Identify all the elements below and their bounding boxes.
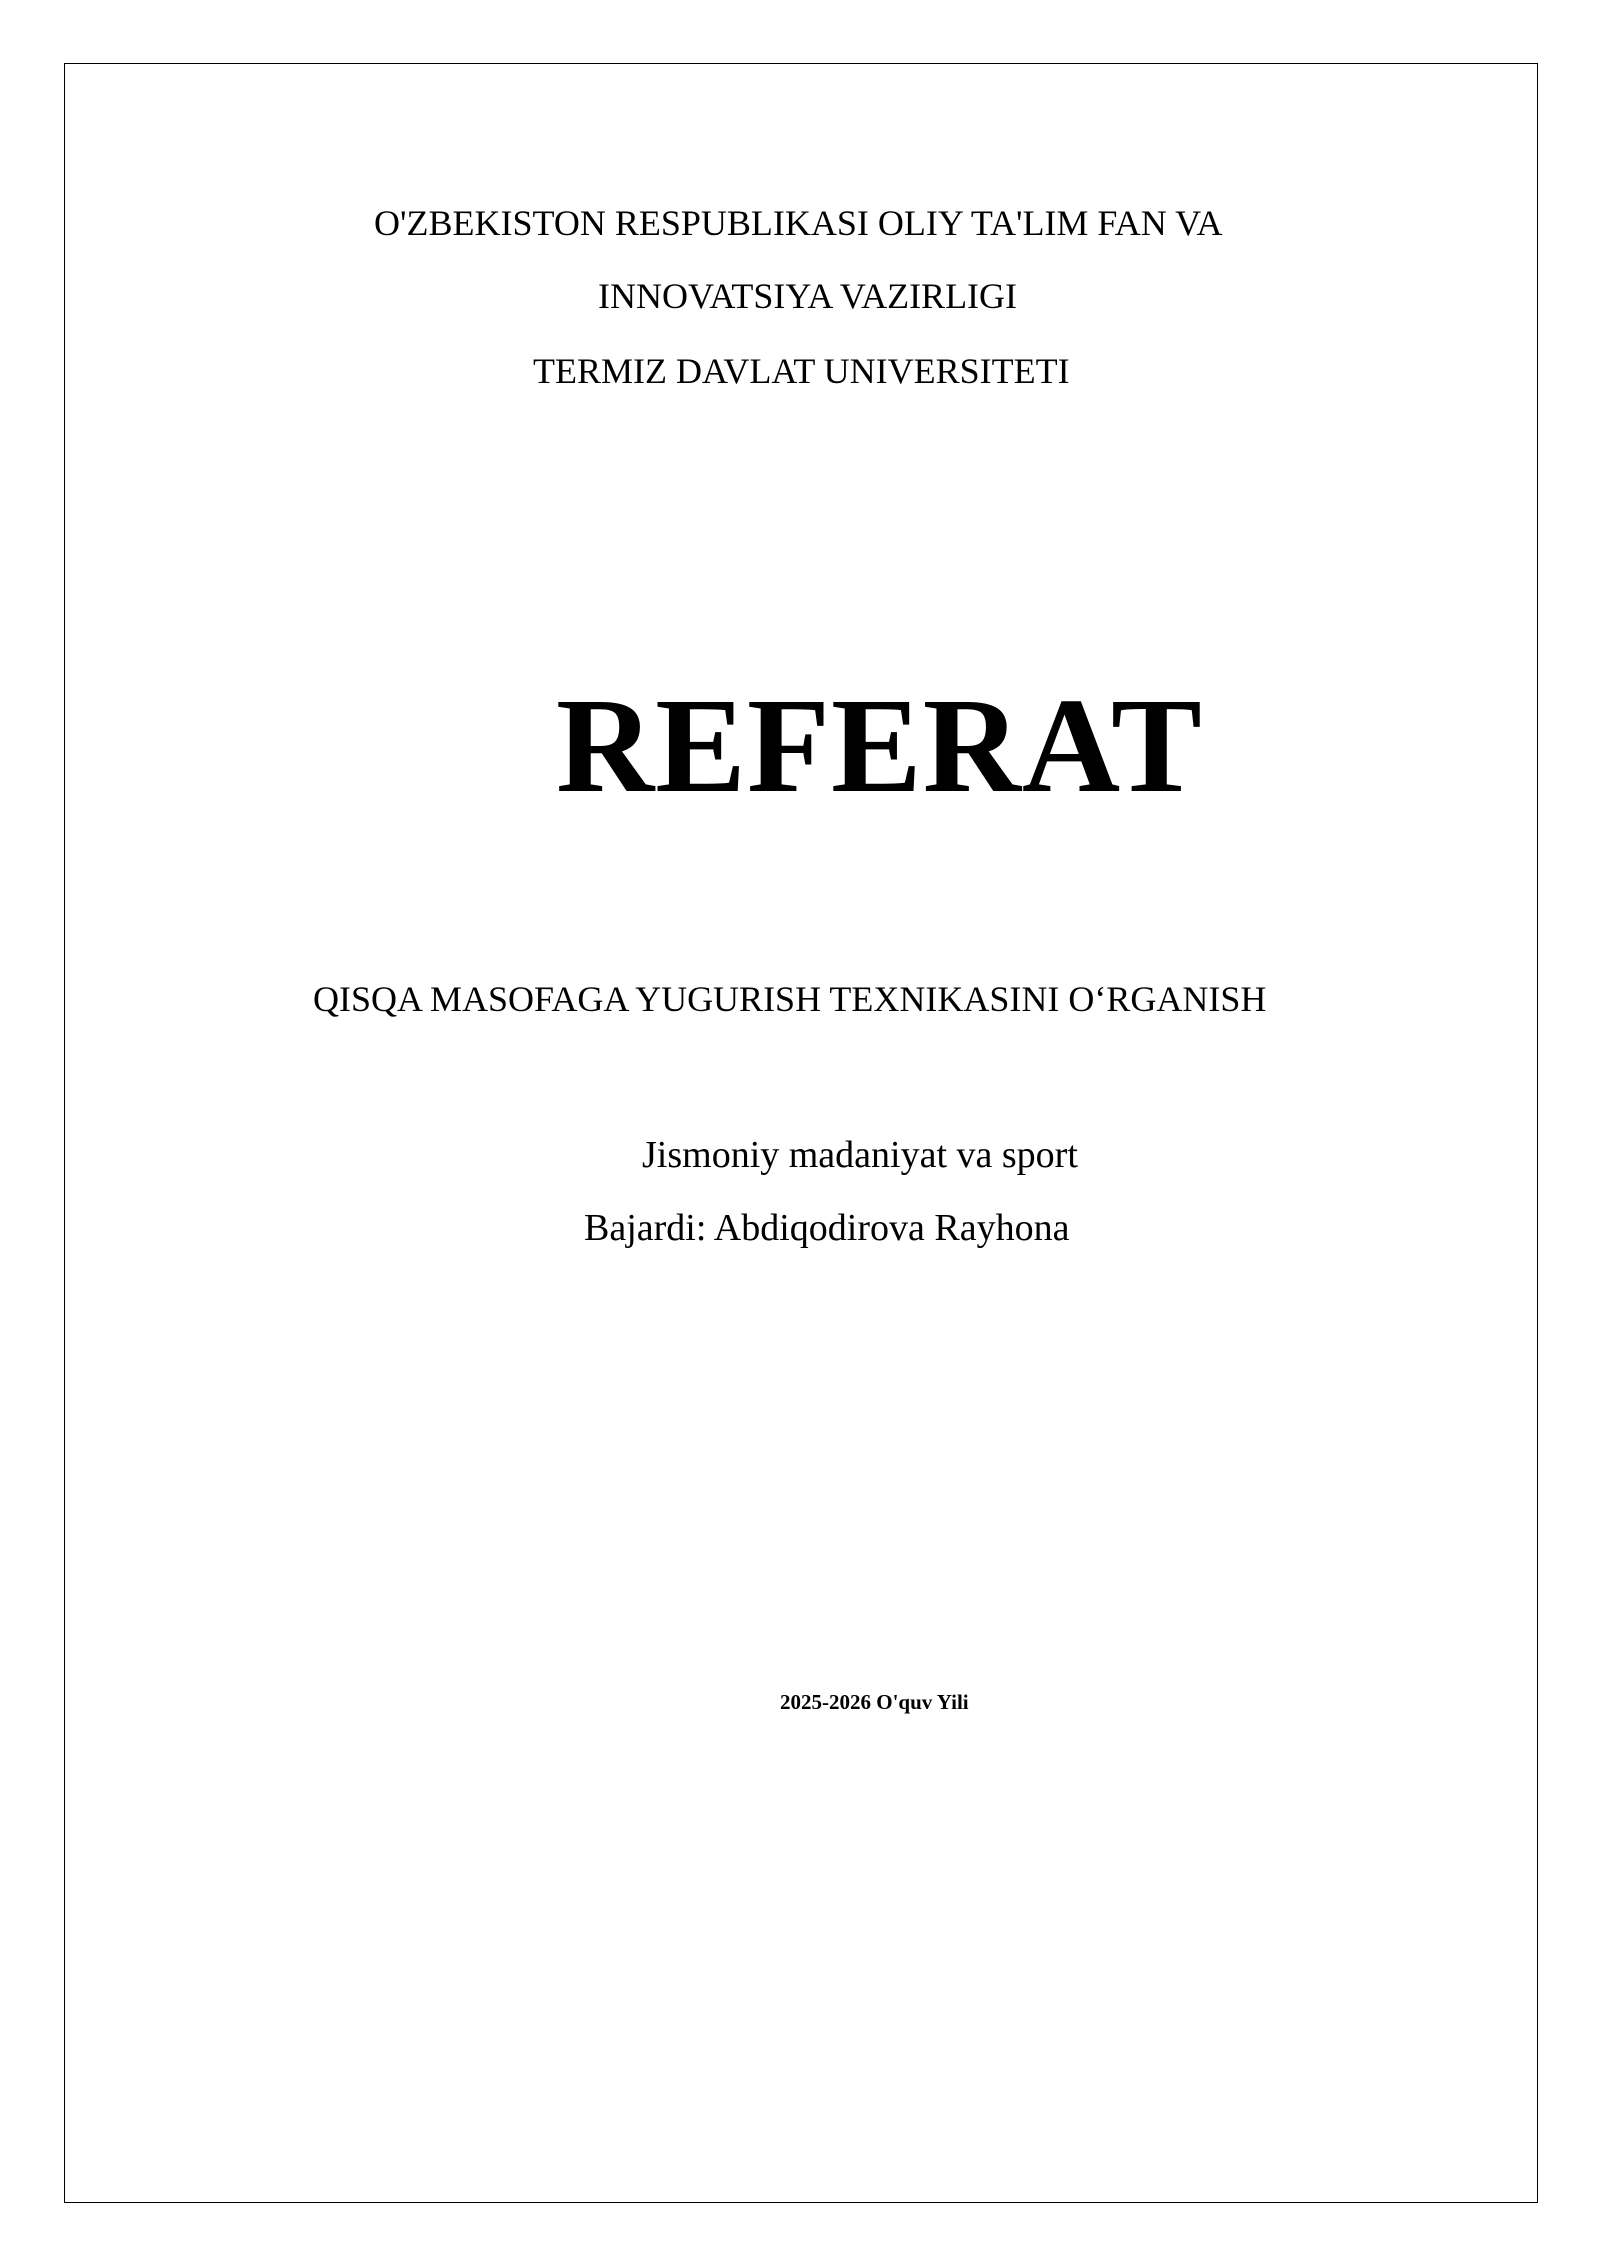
academic-year: 2025-2026 O'quv Yili	[780, 1690, 969, 1714]
author-line: Bajardi: Abdiqodirova Rayhona	[584, 1207, 1070, 1249]
ministry-name-line-1: O'ZBEKISTON RESPUBLIKASI OLIY TA'LIM FAN VA	[374, 203, 1223, 243]
ministry-name-line-2: INNOVATSIYA VAZIRLIGI	[598, 276, 1018, 316]
subject-name: Jismoniy madaniyat va sport	[642, 1134, 1078, 1176]
document-title: REFERAT	[556, 671, 1203, 821]
university-name: TERMIZ DAVLAT UNIVERSITETI	[533, 351, 1070, 391]
referat-topic: QISQA MASOFAGA YUGURISH TEXNIKASINI O‘RGANISH	[313, 979, 1267, 1019]
